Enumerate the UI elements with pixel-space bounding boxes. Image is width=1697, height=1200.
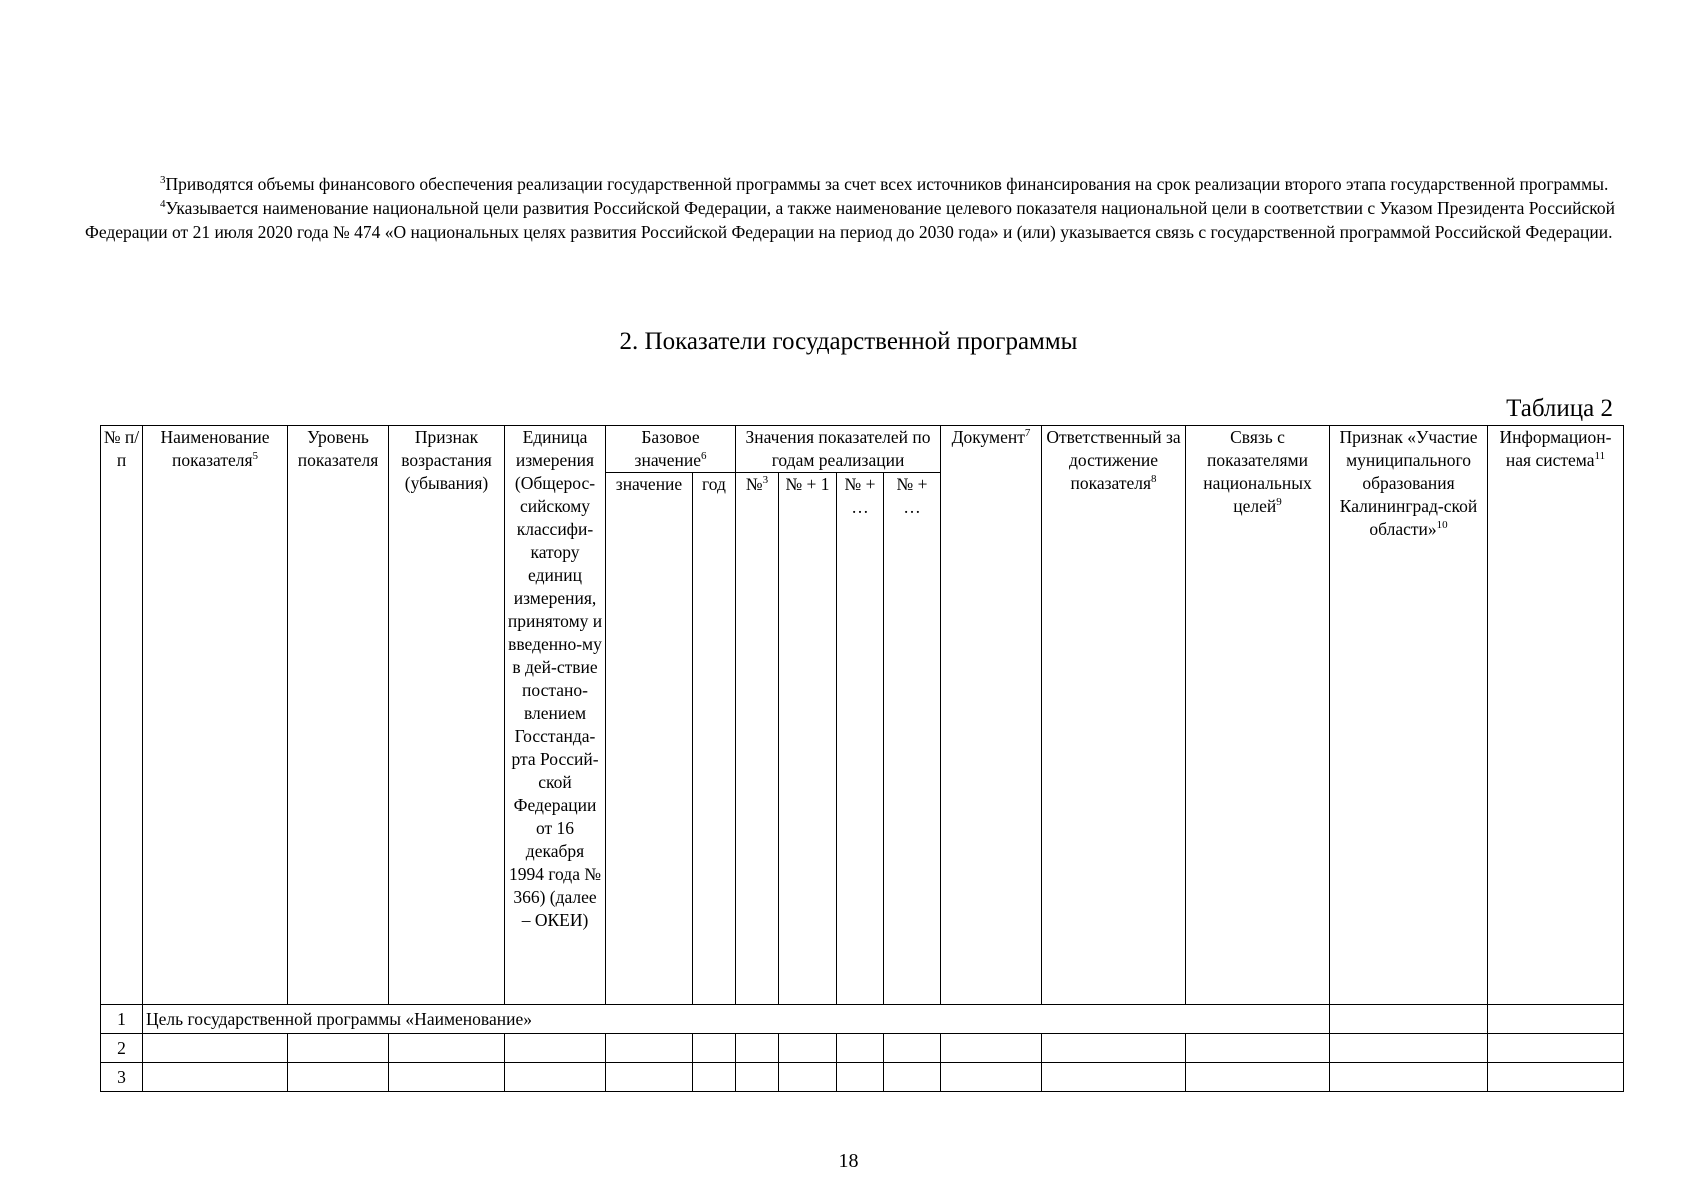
table-caption: Таблица 2 — [1506, 395, 1613, 422]
empty-cell — [941, 1034, 1042, 1063]
footnote-4 — [85, 196, 1615, 244]
footnotes — [85, 172, 1615, 244]
header-year-n: №$^3$ — [736, 473, 779, 1005]
goal-cell: Цель государственной программы «Наименование» — [143, 1005, 1330, 1034]
header-num: № п/п — [101, 426, 143, 1005]
table-row — [101, 1063, 1624, 1092]
header-responsible: Ответственный за достижение показателя$^8$ — [1042, 426, 1186, 1005]
table-row — [101, 1005, 1624, 1034]
footnote-text: Приводятся объемы финансового обеспечения реализации государственной программы за счет всех источников финансирования на срок реализации второго этапа государственной программы. — [165, 174, 1609, 194]
empty-cell — [779, 1063, 837, 1092]
footnote-3 — [85, 172, 1615, 196]
empty-cell — [1186, 1034, 1330, 1063]
row-num: 1 — [101, 1005, 143, 1034]
empty-cell — [389, 1063, 505, 1092]
empty-cell — [143, 1063, 288, 1092]
section-title: 2. Показатели государственной программы — [619, 328, 1078, 355]
empty-cell — [505, 1063, 606, 1092]
empty-cell — [736, 1063, 779, 1092]
empty-cell — [1042, 1034, 1186, 1063]
indicators-table — [100, 425, 1624, 1092]
header-year-n1: № + 1 — [779, 473, 837, 1005]
footnote-text: Указывается наименование национальной цели развития Российской Федерации, а также наименование целевого показателя национальной цели в соответствии с Указом Президента Российской Федерации от 21 июля 2020 года № 474 «О национальных целях развития Российской Федерации на период до 2030 года» и (или) указывается связь с государственной программой Российской Федерации. — [85, 198, 1615, 242]
row-num: 2 — [101, 1034, 143, 1063]
header-base-value: значение — [606, 473, 693, 1005]
empty-cell — [1330, 1063, 1488, 1092]
header-link: Связь с показателями национальных целей$^9$ — [1186, 426, 1330, 1005]
empty-cell — [1488, 1034, 1624, 1063]
empty-cell — [693, 1063, 736, 1092]
header-name: Наименование показателя$^5$ — [143, 426, 288, 1005]
empty-cell — [606, 1034, 693, 1063]
empty-cell — [143, 1034, 288, 1063]
header-municipal: Признак «Участие муниципального образования Калининград-ской области»$^{10}$ — [1330, 426, 1488, 1005]
empty-cell — [1042, 1063, 1186, 1092]
header-years: Значения показателей по годам реализации — [736, 426, 941, 473]
empty-cell — [1488, 1005, 1624, 1034]
header-document: Документ$^7$ — [941, 426, 1042, 1005]
empty-cell — [736, 1034, 779, 1063]
header-row — [101, 426, 1624, 473]
empty-cell — [693, 1034, 736, 1063]
page-number: 18 — [838, 1150, 859, 1172]
header-unit: Единица измерения (Общерос-сийскому классифи-катору единиц измерения, принятому и введенно-му в дей-ствие постано-влением Госстанда-рта Россий-ской Федерации от 16 декабря 1994 года № 366) (далее – ОКЕИ) — [505, 426, 606, 1005]
header-trend: Признак возрастания (убывания) — [389, 426, 505, 1005]
empty-cell — [779, 1034, 837, 1063]
header-base: Базовое значение$^6$ — [606, 426, 736, 473]
footnote-mark: 4 — [160, 198, 166, 211]
empty-cell — [1186, 1063, 1330, 1092]
header-year-n3: № + … — [884, 473, 941, 1005]
header-base-year: год — [693, 473, 736, 1005]
header-level: Уровень показателя — [288, 426, 389, 1005]
row-num: 3 — [101, 1063, 143, 1092]
empty-cell — [1488, 1063, 1624, 1092]
empty-cell — [884, 1034, 941, 1063]
empty-cell — [884, 1063, 941, 1092]
empty-cell — [606, 1063, 693, 1092]
header-year-n2: № + … — [837, 473, 884, 1005]
footnote-mark: 3 — [160, 174, 166, 187]
empty-cell — [288, 1034, 389, 1063]
header-infosys: Информацион-ная система$^{11}$ — [1488, 426, 1624, 1005]
empty-cell — [1330, 1005, 1488, 1034]
empty-cell — [941, 1063, 1042, 1092]
empty-cell — [837, 1063, 884, 1092]
empty-cell — [288, 1063, 389, 1092]
empty-cell — [837, 1034, 884, 1063]
empty-cell — [1330, 1034, 1488, 1063]
table-row — [101, 1034, 1624, 1063]
empty-cell — [389, 1034, 505, 1063]
empty-cell — [505, 1034, 606, 1063]
